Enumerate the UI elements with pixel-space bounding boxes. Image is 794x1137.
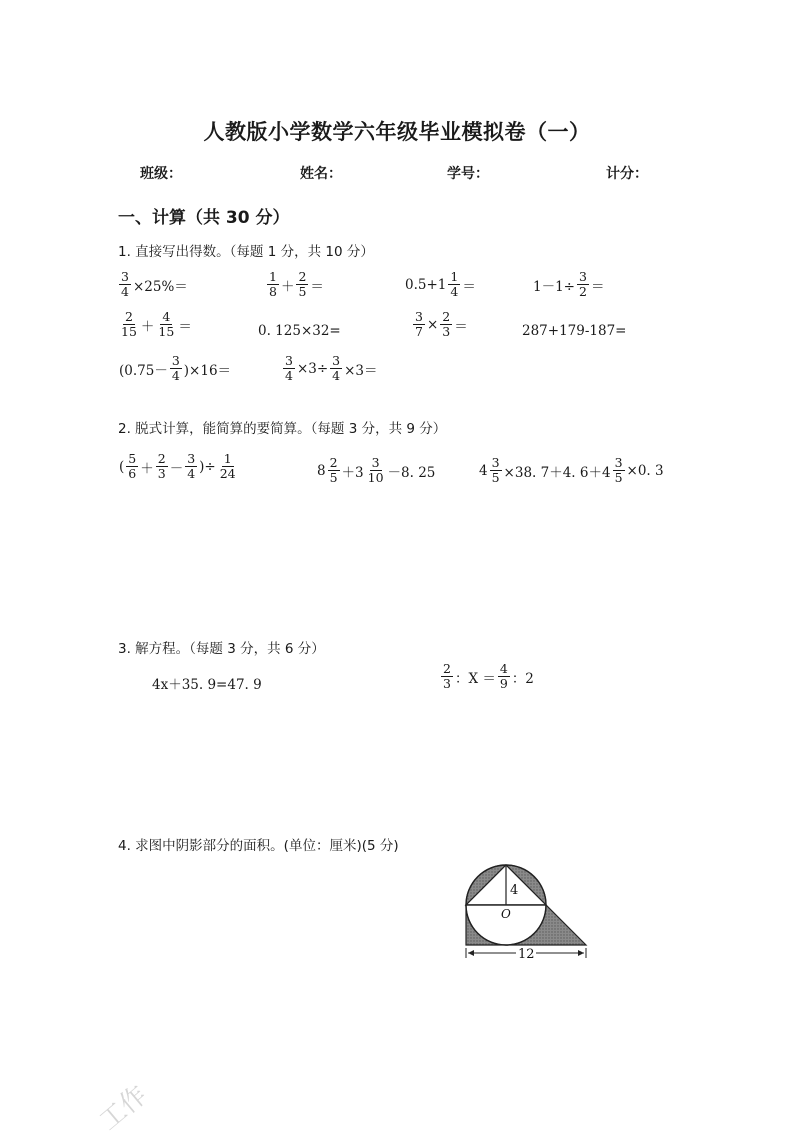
score-label: 计分： xyxy=(606,166,648,182)
q1-item-j: $\frac{3}{4}$ ×3÷ $\frac{3}{4}$ ×3＝ xyxy=(285,353,378,384)
shaded-area-figure xyxy=(464,862,594,962)
q3-item-b: $\frac{2}{3}$ ：X ＝ $\frac{4}{9}$ ：2 xyxy=(443,661,534,692)
q3-item-a: 4x＋35. 9=47. 9 xyxy=(152,677,262,693)
q1-item-f: 0. 125×32= xyxy=(258,323,341,339)
q2-item-a: ( $\frac{5}{6}$ ＋ $\frac{2}{3}$ － $\frac{3}{4}$ )÷ $\frac{1}{24}$ xyxy=(119,451,236,482)
q2-item-c: 4 $\frac{3}{5}$ ×38. 7＋4. 6＋4 $\frac{3}{5}$ ×0. 3 xyxy=(479,455,664,486)
q1-item-h: 287+179-187= xyxy=(522,323,627,339)
q1-item-e: $\frac{2}{15}$ ＋ $\frac{4}{15}$ ＝ xyxy=(121,309,192,340)
q1-item-a: $\frac{3}{4}$ ×25%＝ xyxy=(121,269,188,300)
class-label: 班级： xyxy=(140,166,182,182)
question-1-heading: 1. 直接写出得数。（每题 1 分，共 10 分） xyxy=(118,244,374,260)
section-heading: 一、计算（共 30 分） xyxy=(118,208,290,228)
q1-item-d: 1－1÷ $\frac{3}{2}$ ＝ xyxy=(533,269,605,300)
arrow-right-icon xyxy=(578,950,584,956)
question-3-heading: 3. 解方程。（每题 3 分，共 6 分） xyxy=(118,641,325,657)
center-label: O xyxy=(501,907,511,921)
name-label: 姓名： xyxy=(300,166,342,182)
question-4-heading: 4. 求图中阴影部分的面积。(单位：厘米)(5 分) xyxy=(118,838,399,854)
watermark: 工作 xyxy=(94,1080,154,1137)
q2-item-b: 8 $\frac{2}{5}$ ＋3 $\frac{3}{10}$ －8. 25 xyxy=(317,455,436,486)
question-2-heading: 2. 脱式计算，能简算的要简算。（每题 3 分，共 9 分） xyxy=(118,421,447,437)
radius-label: 4 xyxy=(510,883,519,898)
q1-item-c: 0.5+1 $\frac{1}{4}$ ＝ xyxy=(405,269,476,300)
student-id-label: 学号： xyxy=(447,166,489,182)
q1-item-g: $\frac{3}{7}$ × $\frac{2}{3}$ ＝ xyxy=(415,309,468,340)
arrow-left-icon xyxy=(468,950,474,956)
q1-item-i: (0.75－ $\frac{3}{4}$ )×16＝ xyxy=(119,353,232,384)
page-title: 人教版小学数学六年级毕业模拟卷（一） xyxy=(203,120,591,144)
width-label: 12 xyxy=(518,947,535,962)
q1-item-b: $\frac{1}{8}$ ＋ $\frac{2}{5}$ ＝ xyxy=(269,269,324,300)
